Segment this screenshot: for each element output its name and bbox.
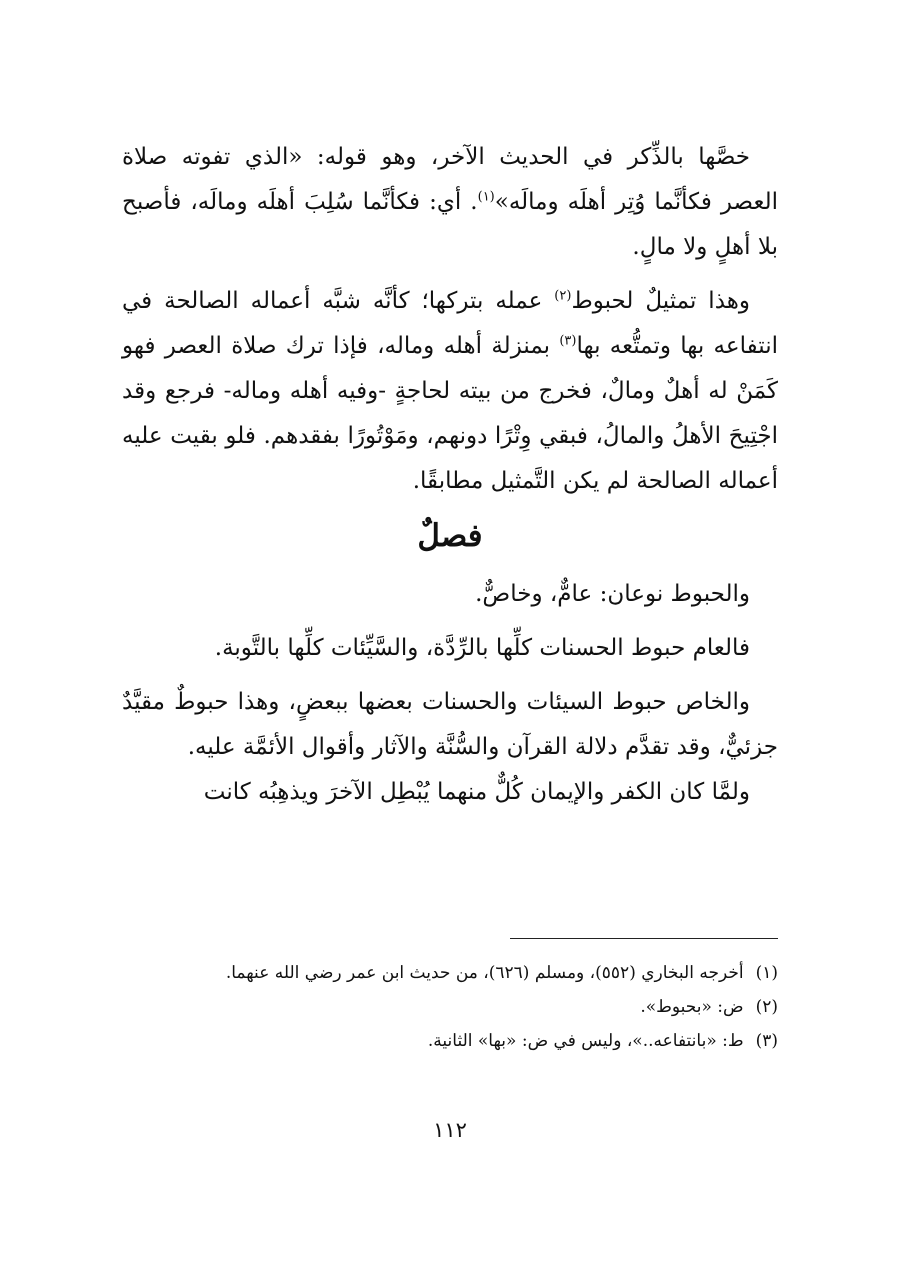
footnote-2: [122, 990, 778, 1024]
section-heading: فصلٌ: [417, 518, 483, 554]
footnote-text: ض: «بحبوط».: [640, 997, 744, 1017]
footnotes: [122, 956, 778, 1058]
paragraph-6: ولمَّا كان الكفر والإيمان كُلٌّ منهما يُبْطِل الآخرَ ويذهِبُه كانت: [203, 779, 750, 805]
footnote-1: [122, 956, 778, 990]
footnote-text: أخرجه البخاري (٥٥٢)، ومسلم (٦٢٦)، من حديث ابن عمر رضي الله عنهما.: [225, 963, 744, 983]
paragraph-2-text-b: عمله بتركها؛ كأنَّه شبَّه أعماله الصالحة في انتفاعه بها وتمتُّعه بها: [122, 288, 778, 359]
paragraph-1-text: خصَّها بالذِّكر في الحديث الآخر، وهو قوله: «الذي تفوته صلاة العصر فكأنَّما وُتِر أهلَه ومالَه»: [122, 144, 778, 215]
paragraph-1-text-after: . أي: فكأنَّما سُلِبَ أهلَه ومالَه، فأصبح بلا أهلٍ ولا مالٍ.: [122, 189, 778, 260]
paragraph-2: [122, 279, 778, 504]
paragraph-1: [122, 135, 778, 270]
paragraph-5: والخاص حبوط السيئات والحسنات بعضها ببعضٍ، وهذا حبوطٌ مقيَّدٌ جزئيٌّ، وقد تقدَّم دلالة القرآن والسُّنَّة والآثار وأقوال الأئمَّة عليه.: [122, 689, 778, 760]
page-number: ١١٢: [433, 1118, 467, 1142]
footnote-number: (٢): [755, 997, 778, 1017]
footnote-3: [122, 1024, 778, 1058]
footnote-number: (١): [755, 963, 778, 983]
footnote-text: ط: «بانتفاعه..»، وليس في ض: «بها» الثانية.: [427, 1031, 744, 1051]
footnote-ref-1[interactable]: (١): [477, 189, 495, 205]
footnote-ref-2[interactable]: (٢): [554, 288, 572, 304]
paragraph-2-text-a: وهذا تمثيلٌ لحبوط: [571, 288, 751, 314]
paragraph-3: والحبوط نوعان: عامٌّ، وخاصٌّ.: [475, 581, 750, 607]
paragraph-2-text-c: بمنزلة أهله وماله، فإذا ترك صلاة العصر فهو كَمَنْ له أهلٌ ومالٌ، فخرج من بيته لحاجةٍ -وفيه أهله وماله- فرجع وقد اجْتِيحَ الأهلُ والمالُ، فبقي وِتْرًا دونهم، ومَوْتُورًا بفقدهم. فلو بقيت عليه أعماله الصالحة لم يكن التَّمثيل مطابقًا.: [122, 333, 778, 494]
footnote-divider: [510, 938, 778, 939]
footnote-number: (٣): [755, 1031, 778, 1051]
footnote-ref-3[interactable]: (٣): [559, 333, 577, 349]
paragraph-4: فالعام حبوط الحسنات كلِّها بالرِّدَّة، والسَّيِّئات كلِّها بالتَّوبة.: [214, 635, 750, 661]
main-text: [122, 135, 778, 815]
